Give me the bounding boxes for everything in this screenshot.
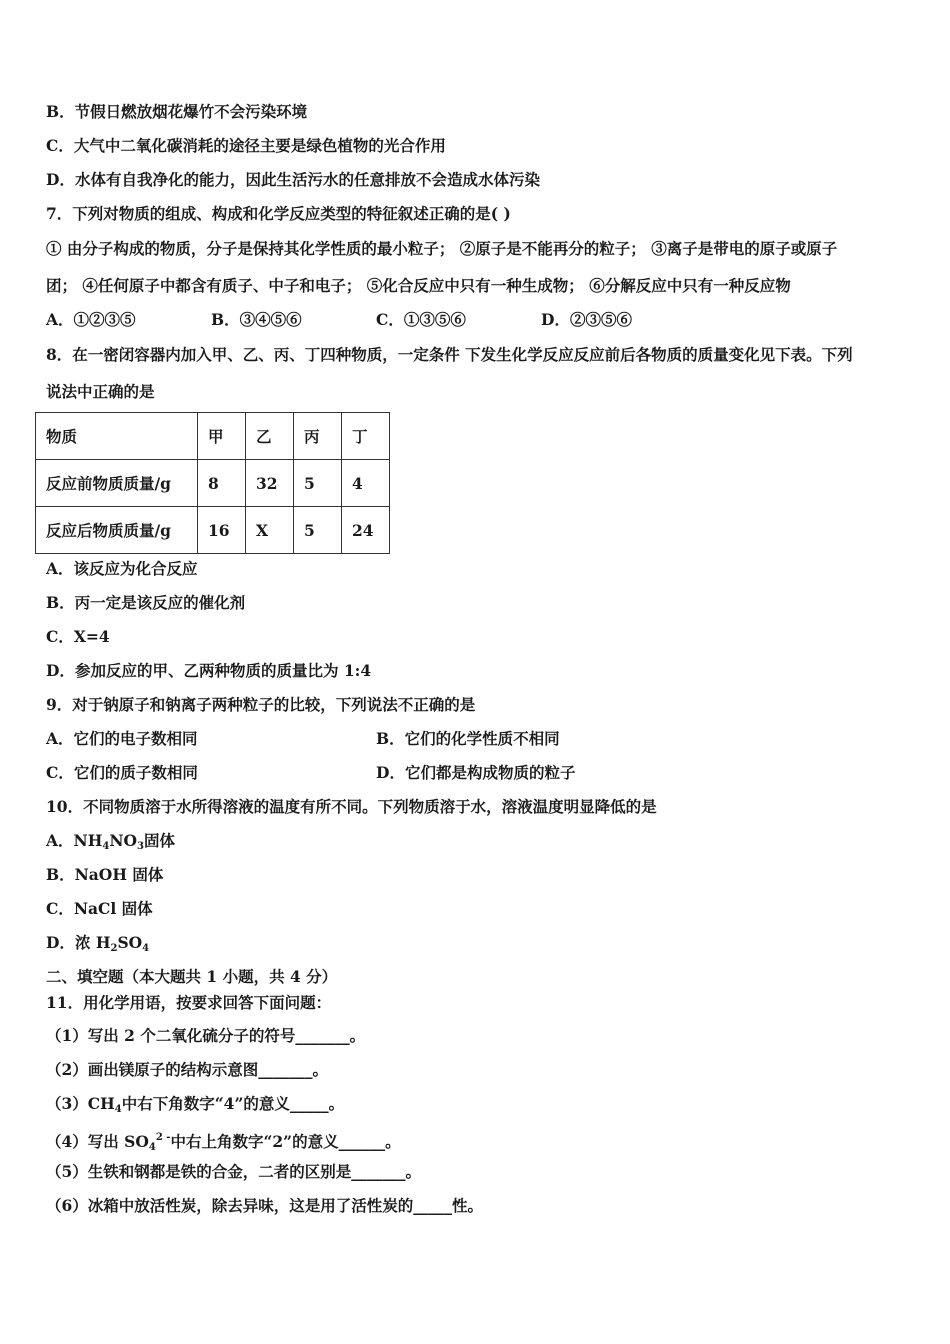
q11-part-4-text: 中右上角数字“2”的意义______。: [170, 1132, 401, 1151]
q9-option-a: A．它们的电子数相同: [46, 729, 198, 748]
superscript: 2 -: [155, 1132, 171, 1143]
q10-option-d-text: SO: [117, 933, 143, 952]
q6-option-d: D．水体有自我净化的能力，因此生活污水的任意排放不会造成水体污染: [46, 170, 540, 189]
q7-option-b: B．③④⑤⑥: [211, 310, 302, 329]
table-cell: 反应前物质质量/g: [36, 460, 198, 507]
q11-stem: 11．用化学用语，按要求回答下面问题：: [46, 993, 332, 1012]
q9-stem: 9．对于钠原子和钠离子两种粒子的比较，下列说法不正确的是: [46, 695, 476, 714]
q10-option-d: [46, 933, 149, 959]
q8-option-a: A．该反应为化合反应: [46, 559, 198, 578]
table-row: [36, 460, 390, 507]
table-header-cell: 丁: [342, 413, 390, 460]
q8-option-c: C．X=4: [46, 627, 110, 646]
section-title: 二、填空题（本大题共 1 小题，共 4 分）: [46, 967, 338, 986]
table-row: [36, 507, 390, 554]
q11-part-4-text: （4）写出 SO: [46, 1132, 149, 1151]
q8-option-b: B．丙一定是该反应的催化剂: [46, 593, 246, 612]
q10-option-c: C．NaCl 固体: [46, 899, 153, 918]
mass-change-table: [35, 412, 390, 554]
table-cell: 4: [342, 460, 390, 507]
subscript: 4: [142, 943, 150, 954]
subscript: 4: [102, 841, 110, 852]
q11-part-3: [46, 1094, 344, 1120]
q7-option-d: D．②③⑤⑥: [541, 310, 632, 329]
table-cell: 8: [198, 460, 246, 507]
q8-stem-line1: 8．在一密闭容器内加入甲、乙、丙、丁四种物质，一定条件 下发生化学反应反应前后各物质的质量变化见下表。下列: [46, 345, 853, 364]
table-header-cell: 甲: [198, 413, 246, 460]
table-header-cell: 物质: [36, 413, 198, 460]
q10-option-a-text: A．NH: [46, 831, 103, 850]
q7-statement-line2: 团； ④任何原子中都含有质子、中子和电子； ⑤化合反应中只有一种生成物； ⑥分解反应中只有一种反应物: [46, 276, 791, 295]
subscript: 4: [148, 1142, 156, 1153]
q8-option-d: D．参加反应的甲、乙两种物质的质量比为 1:4: [46, 661, 372, 680]
q10-option-a: [46, 831, 175, 857]
q9-options-row1: [46, 729, 916, 749]
q7-statement-line1: ① 由分子构成的物质，分子是保持其化学性质的最小粒子； ②原子是不能再分的粒子； ③离子是带电的原子或原子: [46, 239, 838, 258]
q9-option-d: D．它们都是构成物质的粒子: [376, 763, 576, 782]
table-cell: 32: [246, 460, 294, 507]
q11-part-4: [46, 1128, 401, 1158]
q7-option-a: A．①②③⑤: [46, 310, 136, 329]
q10-option-a-text: NO: [109, 831, 137, 850]
q10-option-d-text: D．浓 H: [46, 933, 111, 952]
q10-option-a-text: 固体: [143, 831, 175, 850]
table-header-cell: 丙: [294, 413, 342, 460]
q11-part-3-text: 中右下角数字“4”的意义_____。: [121, 1094, 345, 1113]
q11-part-2: （2）画出镁原子的结构示意图_______。: [46, 1060, 329, 1079]
table-cell: 16: [198, 507, 246, 554]
q9-option-c: C．它们的质子数相同: [46, 763, 198, 782]
q11-part-5: （5）生铁和钢都是铁的合金，二者的区别是_______。: [46, 1162, 422, 1181]
q9-option-b: B．它们的化学性质不相同: [376, 729, 560, 748]
q8-stem-line2: 说法中正确的是: [46, 382, 155, 401]
table-cell: 24: [342, 507, 390, 554]
q6-option-b: B．节假日燃放烟花爆竹不会污染环境: [46, 102, 308, 121]
table-cell: 5: [294, 507, 342, 554]
subscript: 3: [136, 841, 144, 852]
subscript: 2: [110, 943, 118, 954]
q9-options-row2: [46, 763, 916, 783]
table-cell: X: [246, 507, 294, 554]
table-header-cell: 乙: [246, 413, 294, 460]
subscript: 4: [114, 1104, 122, 1115]
q6-option-c: C．大气中二氧化碳消耗的途径主要是绿色植物的光合作用: [46, 136, 446, 155]
q7-option-c: C．①③⑤⑥: [376, 310, 466, 329]
q10-stem: 10．不同物质溶于水所得溶液的温度有所不同。下列物质溶于水，溶液温度明显降低的是: [46, 797, 657, 816]
q7-stem: 7．下列对物质的组成、构成和化学反应类型的特征叙述正确的是( ): [46, 204, 511, 223]
table-header-row: [36, 413, 390, 460]
q11-part-6: （6）冰箱中放活性炭，除去异味，这是用了活性炭的_____性。: [46, 1196, 484, 1215]
q11-part-3-text: （3）CH: [46, 1094, 115, 1113]
q10-option-b: B．NaOH 固体: [46, 865, 164, 884]
table-cell: 5: [294, 460, 342, 507]
table-cell: 反应后物质质量/g: [36, 507, 198, 554]
q11-part-1: （1）写出 2 个二氧化硫分子的符号_______。: [46, 1026, 366, 1045]
q7-options: [46, 310, 706, 330]
